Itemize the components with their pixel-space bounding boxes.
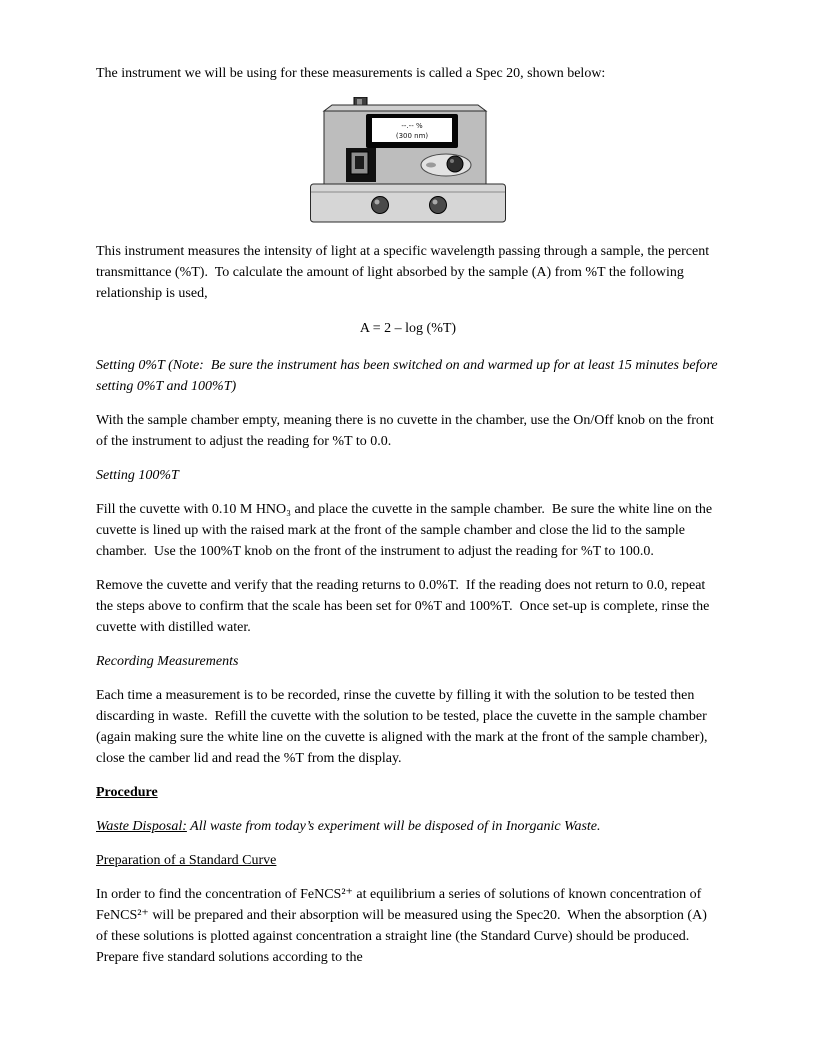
waste-disposal-label: Waste Disposal: [96,819,187,834]
measure-paragraph: This instrument measures the intensity of light at a specific wavelength passing through a sample, the percent transmittance (%T). To calculate the amount of light absorbed by the sample (A) from %T the following relationship is used, [96,244,713,301]
recording-paragraph: Each time a measurement is to be recorded, rinse the cuvette by filling it with the solution to be tested then discarding in waste. Refill the cuvette with the solution to be tested, place the cuvette in the sample chamber (again making sure the white line on the cuvette is aligned with the mark at the front of the sample chamber), close the camber lid and read the %T from the display. [96,688,712,766]
standard-curve-heading-label: Preparation of a Standard Curve [96,853,277,868]
wavelength-dial [421,154,471,176]
display-reading-text: --.-- % [401,122,423,130]
recording-heading: Recording Measurements [96,654,239,669]
setting-0t-heading: Setting 0%T (Note: Be sure the instrument has been switched on and warmed up for at least 15 minutes before setting 0%T and 100%T) [96,358,722,394]
waste-disposal-line [96,816,720,837]
absorbance-equation: A = 2 – log (%T) [359,321,457,336]
waste-disposal-text: All waste from today’s experiment will be disposed of in Inorganic Waste. [190,819,601,834]
setting-100t-paragraph: Fill the cuvette with 0.10 M HNO₃ and place the cuvette in the sample chamber. Be sure the white line on the cuvette is lined up with the raised mark at the front of the sample chamber and close the lid to the sample chamber. Use the 100%T knob on the front of the instrument to adjust the reading for %T to 100.0. [96,502,716,559]
zero-transmittance-knob [372,197,389,214]
standard-curve-heading [96,850,720,871]
sample-chamber [346,148,376,182]
setting-100t-heading: Setting 100%T [96,468,179,483]
standard-curve-paragraph: In order to find the concentration of FeNCS²⁺ at equilibrium a series of solutions of known concentration of FeNCS²⁺ will be prepared and their absorption will be measured using the Spec20. When the absorption (A) of these solutions is plotted against concentration a straight line (the Standard Curve) should be produced. Prepare five standard solutions according to the [96,887,711,965]
intro-paragraph: The instrument we will be using for these measurements is called a Spec 20, shown below: [96,66,606,81]
spec20-figure [96,97,720,228]
verify-paragraph: Remove the cuvette and verify that the reading returns to 0.0%T. If the reading does not return to 0.0, repeat the steps above to confirm that the scale has been set for 0%T and 100%T. Once set-up is complete, rinse the cuvette with distilled water. [96,578,713,635]
display-wavelength-text: (300 nm) [395,132,429,140]
display-panel [366,114,458,148]
procedure-heading [96,782,720,803]
spec20-illustration [310,97,506,223]
hundred-transmittance-knob [430,197,447,214]
procedure-heading-label: Procedure [96,785,158,800]
setting-0t-paragraph: With the sample chamber empty, meaning there is no cuvette in the chamber, use the On/Off knob on the front of the instrument to adjust the reading for %T to 0.0. [96,413,718,449]
instrument-base [311,184,506,222]
